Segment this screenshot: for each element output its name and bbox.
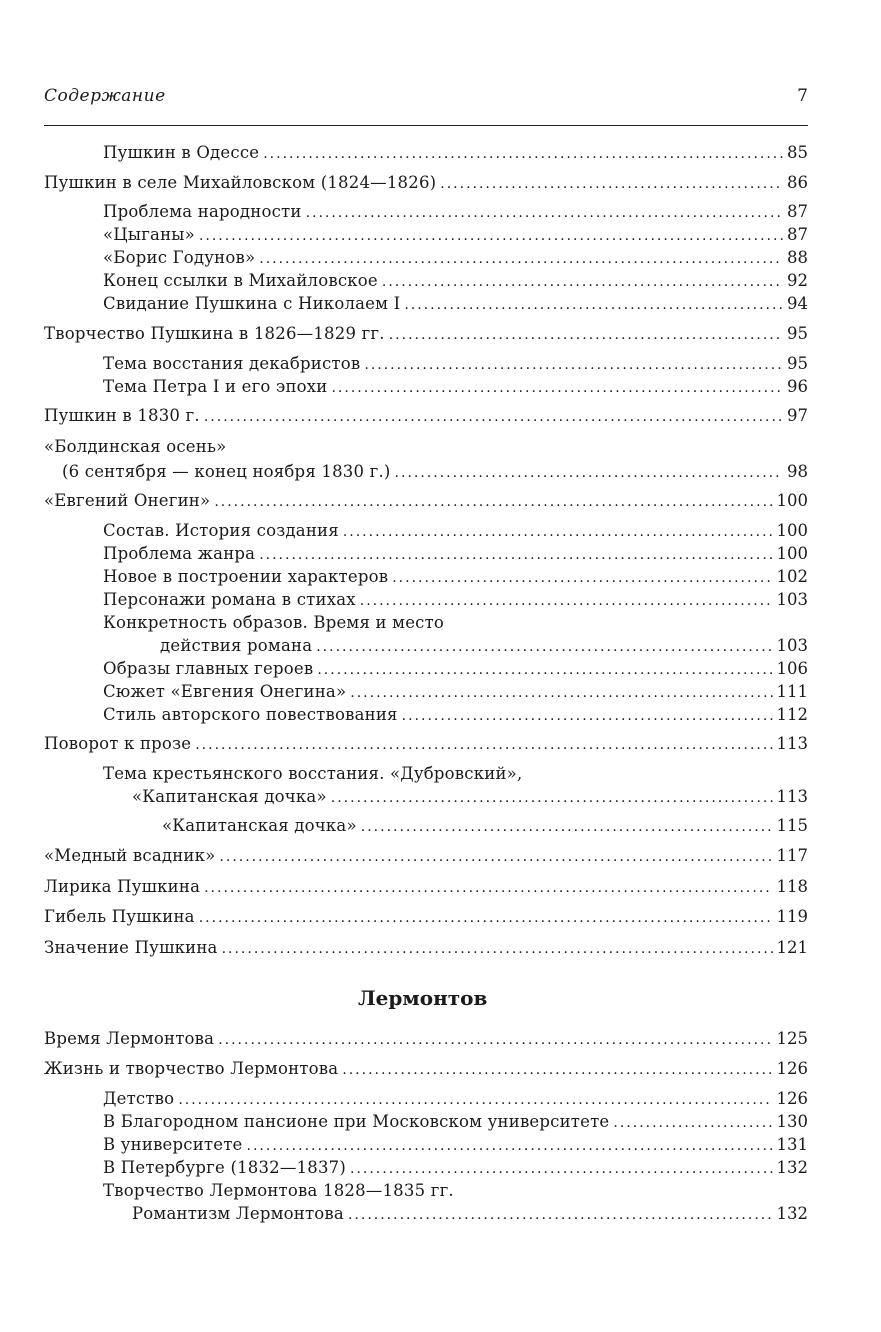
toc-entry-page: 126 bbox=[776, 1059, 808, 1078]
toc-entry[interactable] bbox=[132, 1203, 808, 1226]
toc-entry[interactable] bbox=[103, 681, 808, 704]
dot-leader bbox=[342, 1059, 772, 1081]
toc-entry-page: 92 bbox=[787, 271, 808, 290]
toc-entry-title: Значение Пушкина bbox=[44, 938, 218, 957]
toc-entry-title: В университете bbox=[103, 1135, 243, 1154]
toc-entry-title: «Болдинская осень» bbox=[44, 437, 227, 456]
dot-leader bbox=[204, 406, 783, 428]
toc-entry-title: Тема восстания декабристов bbox=[103, 354, 361, 373]
toc-entry-title: «Евгений Онегин» bbox=[44, 491, 211, 510]
toc-entry-title: Время Лермонтова bbox=[44, 1029, 215, 1048]
toc-entry-title: Пушкин в селе Михайловском (1824—1826) bbox=[44, 173, 437, 192]
toc-entry-page: 97 bbox=[787, 406, 808, 425]
dot-leader bbox=[361, 816, 773, 838]
toc-entry[interactable] bbox=[44, 1058, 808, 1081]
toc-entry-title: В Петербурге (1832—1837) bbox=[103, 1158, 346, 1177]
section-heading-text: Лермонтов bbox=[358, 986, 488, 1010]
toc-entry-title: Гибель Пушкина bbox=[44, 907, 195, 926]
toc-entry-title: Тема крестьянского восстания. «Дубровский», bbox=[103, 764, 523, 783]
toc-entry-page: 119 bbox=[776, 907, 808, 926]
toc-entry-page: 88 bbox=[787, 248, 808, 267]
toc-entry[interactable] bbox=[44, 490, 808, 513]
dot-leader bbox=[331, 377, 783, 399]
toc-entry[interactable] bbox=[44, 937, 808, 960]
toc-entry-page: 131 bbox=[776, 1135, 808, 1154]
toc-entry[interactable] bbox=[103, 1134, 808, 1157]
dot-leader bbox=[389, 324, 783, 346]
toc-entry-page: 96 bbox=[787, 377, 808, 396]
toc-entry-title: Детство bbox=[103, 1089, 175, 1108]
toc-entry-title-continued: Романтизм Лермонтова bbox=[132, 1204, 344, 1223]
toc-entry-page: 113 bbox=[776, 734, 808, 753]
dot-leader bbox=[199, 907, 773, 929]
toc-entry-page: 95 bbox=[787, 354, 808, 373]
dot-leader bbox=[360, 590, 773, 612]
dot-leader bbox=[247, 1135, 773, 1157]
toc-entry-page: 126 bbox=[776, 1089, 808, 1108]
toc-entry[interactable] bbox=[103, 224, 808, 247]
dot-leader bbox=[178, 1089, 772, 1111]
toc-entry-title: Пушкин в 1830 г. bbox=[44, 406, 200, 425]
dot-leader bbox=[199, 225, 783, 247]
dot-leader bbox=[195, 734, 772, 756]
toc-entry-title: Сюжет «Евгения Онегина» bbox=[103, 682, 347, 701]
toc-entry-title: Тема Петра I и его эпохи bbox=[103, 377, 328, 396]
dot-leader bbox=[350, 1158, 773, 1180]
dot-leader bbox=[263, 143, 783, 165]
toc-entry-title: Лирика Пушкина bbox=[44, 877, 201, 896]
dot-leader bbox=[404, 294, 783, 316]
toc-entry-title: Жизнь и творчество Лермонтова bbox=[44, 1059, 339, 1078]
toc-entry-page: 121 bbox=[776, 938, 808, 957]
toc-entry-title: Творчество Лермонтова 1828—1835 гг. bbox=[103, 1181, 454, 1200]
toc-entry[interactable] bbox=[44, 845, 808, 868]
toc-entry-page: 87 bbox=[787, 225, 808, 244]
toc-entry[interactable] bbox=[103, 566, 808, 589]
dot-leader bbox=[316, 636, 772, 658]
dot-leader bbox=[348, 1204, 773, 1226]
toc-entry[interactable] bbox=[103, 1088, 808, 1111]
toc-entry-page: 85 bbox=[787, 143, 808, 162]
toc-entry[interactable] bbox=[103, 201, 808, 224]
toc-entry-page: 102 bbox=[776, 567, 808, 586]
toc-entry[interactable] bbox=[103, 1111, 808, 1134]
toc-entry[interactable] bbox=[103, 589, 808, 612]
toc-entry[interactable] bbox=[103, 376, 808, 399]
toc-entry-title: Проблема народности bbox=[103, 202, 302, 221]
toc-entry-page: 98 bbox=[787, 462, 808, 481]
toc-entry-title: Стиль авторского повествования bbox=[103, 705, 398, 724]
header-title: Содержание bbox=[44, 86, 166, 106]
toc-entry-title: «Борис Годунов» bbox=[103, 248, 256, 267]
toc-entry-title: Конец ссылки в Михайловское bbox=[103, 271, 378, 290]
dot-leader bbox=[392, 567, 772, 589]
toc-entry-page: 106 bbox=[776, 659, 808, 678]
toc-entry[interactable] bbox=[103, 293, 808, 316]
toc-entry-page: 130 bbox=[776, 1112, 808, 1131]
toc-entry-page: 118 bbox=[776, 877, 808, 896]
toc-entry-title: «Медный всадник» bbox=[44, 846, 216, 865]
toc-entry-title: Состав. История создания bbox=[103, 521, 339, 540]
toc-entry-page: 94 bbox=[787, 294, 808, 313]
toc-entry[interactable] bbox=[44, 1028, 808, 1051]
dot-leader bbox=[395, 462, 783, 484]
toc-entry-page: 115 bbox=[776, 816, 808, 835]
toc-entry[interactable] bbox=[103, 270, 808, 293]
toc-entry-page: 100 bbox=[776, 521, 808, 540]
toc-entry-page: 111 bbox=[776, 682, 808, 701]
toc-entry[interactable] bbox=[44, 172, 808, 195]
dot-leader bbox=[382, 271, 783, 293]
dot-leader bbox=[218, 1029, 772, 1051]
toc-entry-title: Свидание Пушкина с Николаем I bbox=[103, 294, 401, 313]
toc-entry[interactable] bbox=[103, 520, 808, 543]
toc-entry[interactable] bbox=[103, 247, 808, 270]
toc-entry[interactable] bbox=[103, 704, 808, 727]
dot-leader bbox=[317, 659, 772, 681]
dot-leader bbox=[219, 846, 772, 868]
header-rule bbox=[44, 125, 808, 126]
toc-entry[interactable] bbox=[44, 733, 808, 756]
toc-entry-page: 117 bbox=[776, 846, 808, 865]
toc-entry-page: 100 bbox=[776, 491, 808, 510]
toc-entry-page: 132 bbox=[776, 1158, 808, 1177]
toc-entry[interactable] bbox=[162, 815, 808, 838]
dot-leader bbox=[204, 877, 772, 899]
dot-leader bbox=[259, 544, 772, 566]
dot-leader bbox=[259, 248, 783, 270]
toc-entry-title: «Капитанская дочка» bbox=[162, 816, 357, 835]
dot-leader bbox=[343, 521, 773, 543]
toc-entry-title: Поворот к прозе bbox=[44, 734, 192, 753]
toc-entry-title: «Цыганы» bbox=[103, 225, 195, 244]
dot-leader bbox=[613, 1112, 772, 1134]
toc-entry-page: 132 bbox=[776, 1204, 808, 1223]
dot-leader bbox=[222, 938, 773, 960]
dot-leader bbox=[306, 202, 783, 224]
dot-leader bbox=[331, 787, 773, 809]
toc-entry-title: Персонажи романа в стихах bbox=[103, 590, 356, 609]
toc-entry-page: 125 bbox=[776, 1029, 808, 1048]
toc-entry[interactable] bbox=[44, 876, 808, 899]
toc-entry[interactable] bbox=[160, 635, 808, 658]
toc-entry[interactable] bbox=[103, 353, 808, 376]
toc-entry-title: Новое в построении характеров bbox=[103, 567, 389, 586]
toc-entry[interactable] bbox=[103, 543, 808, 566]
toc-entry-title: Творчество Пушкина в 1826—1829 гг. bbox=[44, 324, 385, 343]
toc-entry-page: 100 bbox=[776, 544, 808, 563]
toc-entry-title-continued: (6 сентября — конец ноября 1830 г.) bbox=[62, 462, 391, 481]
toc-entry-page: 113 bbox=[776, 787, 808, 806]
toc-entry-title: Проблема жанра bbox=[103, 544, 256, 563]
toc-entry-title: Образы главных героев bbox=[103, 659, 314, 678]
toc-entry-title: В Благородном пансионе при Московском университете bbox=[103, 1112, 610, 1131]
toc-entry-page: 87 bbox=[787, 202, 808, 221]
header-page-number: 7 bbox=[797, 86, 808, 106]
toc-entry[interactable] bbox=[132, 786, 808, 809]
toc-entry-title: Конкретность образов. Время и место bbox=[103, 613, 445, 632]
dot-leader bbox=[350, 682, 772, 704]
dot-leader bbox=[214, 491, 772, 513]
toc-entry-page: 103 bbox=[776, 590, 808, 609]
toc-entry[interactable] bbox=[44, 906, 808, 929]
toc-entry[interactable] bbox=[62, 461, 808, 484]
toc-entry[interactable] bbox=[44, 405, 808, 428]
toc-entry-page: 112 bbox=[776, 705, 808, 724]
toc-entry[interactable] bbox=[44, 323, 808, 346]
dot-leader bbox=[440, 173, 783, 195]
dot-leader bbox=[364, 354, 783, 376]
toc-entry[interactable] bbox=[103, 142, 808, 165]
toc-entry-page: 103 bbox=[776, 636, 808, 655]
toc-entry[interactable] bbox=[103, 1157, 808, 1180]
toc-entry-page: 95 bbox=[787, 324, 808, 343]
toc-entry-page: 86 bbox=[787, 173, 808, 192]
toc-entry-title-continued: «Капитанская дочка» bbox=[132, 787, 327, 806]
toc-entry-title: Пушкин в Одессе bbox=[103, 143, 260, 162]
running-header bbox=[44, 86, 808, 110]
dot-leader bbox=[402, 705, 773, 727]
toc-entry-title-continued: действия романа bbox=[160, 636, 313, 655]
toc-entry[interactable] bbox=[103, 658, 808, 681]
